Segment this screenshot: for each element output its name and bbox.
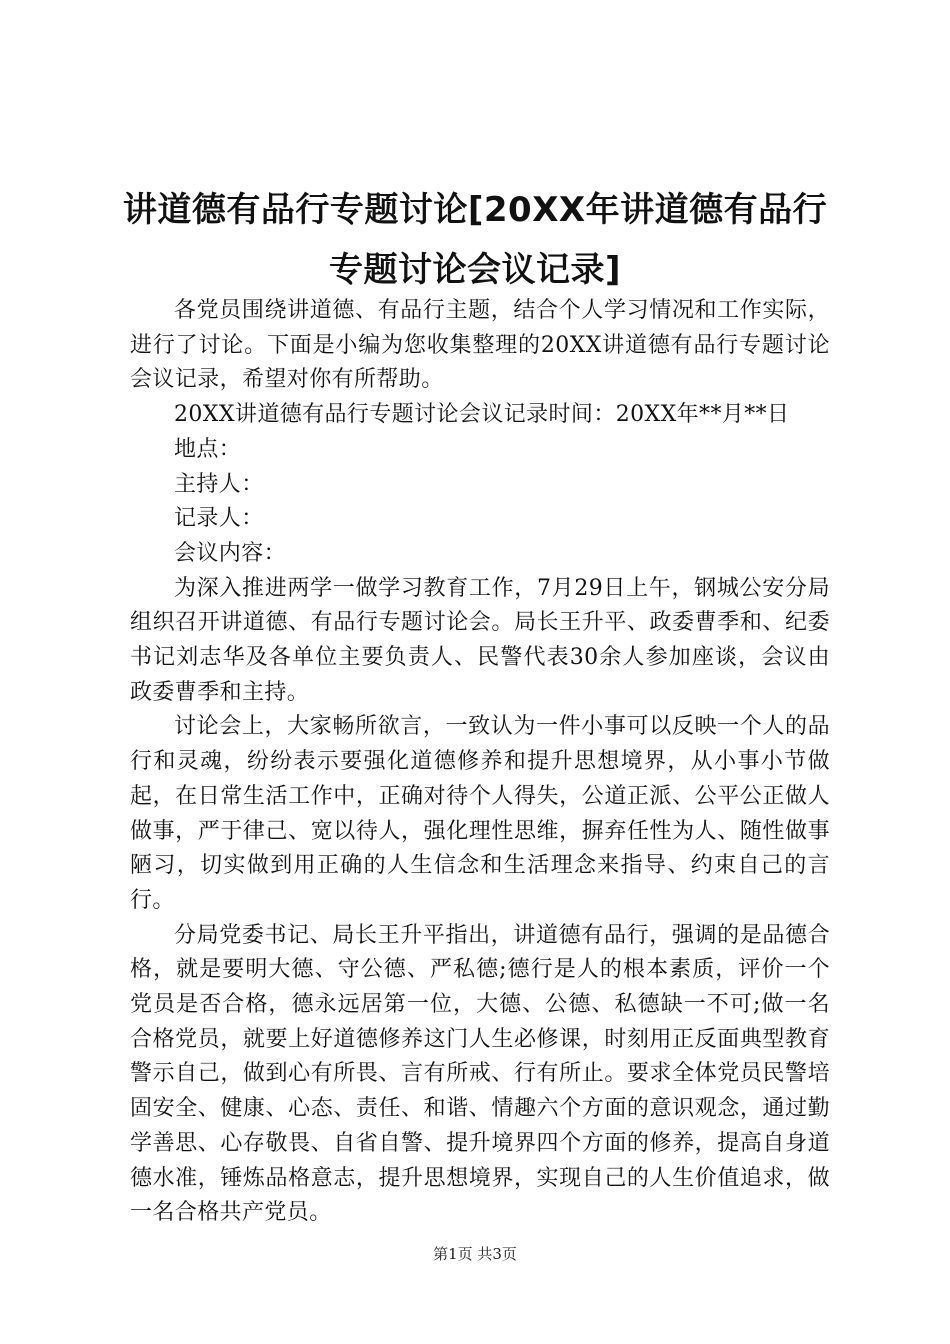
content-paragraph-2: 讨论会上，大家畅所欲言，一致认为一件小事可以反映一个人的品行和灵魂，纷纷表示要强化道德修养和提升思想境界，从小事小节做起，在日常生活工作中，正确对待个人得失，公道正派、公平公正做人做事，严于律己、宽以待人，强化理性思维，摒弃任性为人、随性做事陋习，切实做到用正确的人生信念和生活理念来指导、约束自己的言行。 (130, 714, 830, 913)
page-number-label: 第1页 共3页 (433, 1245, 517, 1263)
title-line-2: 专题讨论会议记录] (328, 250, 622, 290)
content-field: 会议内容： (174, 540, 287, 566)
content-paragraph-1: 为深入推进两学一做学习教育工作，7月29日上午，钢城公安分局组织召开讲道德、有品行专题讨论会。局长王升平、政委曹季和、纪委书记刘志华及各单位主要负责人、民警代表30余人参加座谈，会议由政委曹季和主持。 (130, 575, 830, 705)
title-line-1: 讲道德有品行专题讨论[20XX年讲道德有品行 (122, 190, 828, 230)
location-field: 地点： (174, 436, 242, 462)
meeting-time-paragraph: 20XX讲道德有品行专题讨论会议记录时间：20XX年**月**日 (174, 402, 790, 428)
recorder-field: 记录人： (174, 506, 264, 532)
content-paragraph-3: 分局党委书记、局长王升平指出，讲道德有品行，强调的是品德合格，就是要明大德、守公德、严私德;德行是人的根本素质，评价一个党员是否合格，德永远居第一位，大德、公德、私德缺一不可;做一名合格党员，就要上好道德修养这门人生必修课，时刻用正反面典型教育警示自己，做到心有所畏、言有所戒、行有所止。要求全体党员民警培固安全、健康、心态、责任、和谐、情趣六个方面的意识观念，通过勤学善思、心存敬畏、自省自警、提升境界四个方面的修养，提高自身道德水准，锤炼品格意志，提升思想境界，实现自己的人生价值追求，做一名合格共产党员。 (130, 922, 830, 1226)
intro-paragraph: 各党员围绕讲道德、有品行主题，结合个人学习情况和工作实际，进行了讨论。下面是小编为您收集整理的20XX讲道德有品行专题讨论会议记录，希望对你有所帮助。 (130, 298, 830, 393)
document-body (130, 294, 830, 1231)
host-field: 主持人： (174, 471, 264, 497)
document-title (110, 180, 840, 300)
page-footer (0, 1244, 950, 1264)
